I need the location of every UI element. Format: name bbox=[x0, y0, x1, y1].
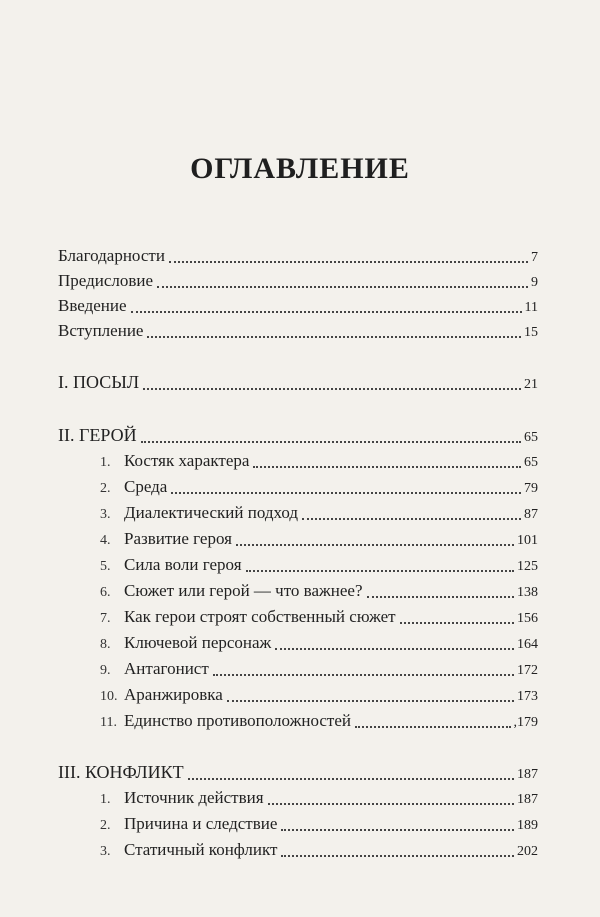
toc-entry bbox=[100, 633, 538, 655]
toc-entry bbox=[100, 529, 538, 551]
toc-number: 4. bbox=[100, 533, 111, 548]
toc-label: Единство противоположностей bbox=[124, 711, 351, 730]
toc-number: 6. bbox=[100, 585, 111, 600]
leader-dots bbox=[188, 778, 514, 780]
toc-number: 11. bbox=[100, 715, 117, 730]
toc-page-number: 65 bbox=[524, 430, 538, 445]
toc-number: 10. bbox=[100, 689, 118, 704]
toc-entry bbox=[100, 581, 538, 603]
toc-number: 5. bbox=[100, 559, 111, 574]
toc-number: 8. bbox=[100, 637, 111, 652]
toc-page-number: 87 bbox=[524, 507, 538, 522]
toc-entry bbox=[100, 451, 538, 473]
toc-page-number: 156 bbox=[517, 611, 538, 626]
toc-entry bbox=[100, 788, 538, 810]
leader-dots bbox=[171, 492, 521, 494]
toc-section-label: I. ПОСЫЛ bbox=[58, 372, 140, 392]
toc-label: Диалектический подход bbox=[124, 503, 299, 522]
toc-entry bbox=[100, 477, 538, 499]
toc-number: 1. bbox=[100, 792, 111, 807]
leader-dots bbox=[213, 674, 514, 676]
toc-entry bbox=[100, 659, 538, 681]
toc-entry bbox=[58, 296, 538, 318]
toc-label: Ключевой персонаж bbox=[124, 633, 272, 652]
toc-entry bbox=[58, 246, 538, 268]
toc-number: 3. bbox=[100, 507, 111, 522]
toc-page-number: 164 bbox=[517, 637, 538, 652]
toc-page-number: 15 bbox=[524, 325, 538, 340]
toc-section-label: III. КОНФЛИКТ bbox=[58, 762, 184, 782]
toc-label: Сила воли героя bbox=[124, 555, 242, 574]
toc-label: Статичный конфликт bbox=[124, 840, 278, 859]
toc-page-number: 189 bbox=[517, 818, 538, 833]
toc-page-number: 187 bbox=[517, 767, 538, 782]
leader-dots bbox=[236, 544, 514, 546]
toc-page-number: 79 bbox=[524, 481, 538, 496]
toc-label: Как герои строят собственный сюжет bbox=[124, 607, 396, 626]
toc-label: Предисловие bbox=[58, 271, 154, 290]
leader-dots bbox=[169, 261, 528, 263]
toc-label: Сюжет или герой — что важнее? bbox=[124, 581, 363, 600]
leader-dots bbox=[147, 336, 521, 338]
toc-entry bbox=[100, 685, 538, 707]
leader-dots bbox=[355, 726, 511, 728]
toc-section bbox=[58, 762, 538, 785]
toc-label: Аранжировка bbox=[124, 685, 223, 704]
toc-label: Развитие героя bbox=[124, 529, 232, 548]
leader-dots bbox=[131, 311, 522, 313]
toc-label: Вступление bbox=[58, 321, 144, 340]
toc-page-number: 172 bbox=[517, 663, 538, 678]
toc-label: Благодарности bbox=[58, 246, 165, 265]
toc-label: Среда bbox=[124, 477, 168, 496]
leader-dots bbox=[227, 700, 514, 702]
leader-dots bbox=[246, 570, 514, 572]
leader-dots bbox=[400, 622, 514, 624]
leader-dots bbox=[275, 648, 514, 650]
toc-page-number: 101 bbox=[517, 533, 538, 548]
toc-entry bbox=[58, 321, 538, 343]
leader-dots bbox=[268, 803, 514, 805]
toc-page-number: 173 bbox=[517, 689, 538, 704]
toc-entry bbox=[100, 814, 538, 836]
toc-number: 7. bbox=[100, 611, 111, 626]
leader-dots bbox=[141, 441, 521, 443]
toc-page-number: 7 bbox=[531, 250, 538, 265]
toc-number: 1. bbox=[100, 455, 111, 470]
toc-section-label: II. ГЕРОЙ bbox=[58, 425, 137, 445]
leader-dots bbox=[157, 286, 528, 288]
toc-entry bbox=[100, 607, 538, 629]
toc-label: Введение bbox=[58, 296, 127, 315]
page-title: ОГЛАВЛЕНИЕ bbox=[190, 152, 410, 185]
toc-page-number: 187 bbox=[517, 792, 538, 807]
leader-dots bbox=[253, 466, 521, 468]
leader-dots bbox=[281, 855, 514, 857]
toc-page-number: 21 bbox=[524, 377, 538, 392]
toc-number: 2. bbox=[100, 818, 111, 833]
toc-label: Источник действия bbox=[124, 788, 264, 807]
toc-label: Антагонист bbox=[124, 659, 209, 678]
toc-page-number: 125 bbox=[517, 559, 538, 574]
toc-label: Костяк характера bbox=[124, 451, 250, 470]
toc-entry bbox=[100, 711, 538, 733]
toc-page-number: 65 bbox=[524, 455, 538, 470]
toc-entry bbox=[58, 271, 538, 293]
toc-section bbox=[58, 425, 538, 448]
toc-entry bbox=[100, 840, 538, 862]
toc-page-number: 202 bbox=[517, 844, 538, 859]
toc-number: 9. bbox=[100, 663, 111, 678]
toc-label: Причина и следствие bbox=[124, 814, 278, 833]
toc-number: 3. bbox=[100, 844, 111, 859]
leader-dots bbox=[281, 829, 514, 831]
toc-page-number: 138 bbox=[517, 585, 538, 600]
leader-dots bbox=[367, 596, 514, 598]
toc-page-number: 9 bbox=[531, 275, 538, 290]
toc-entry bbox=[100, 503, 538, 525]
leader-dots bbox=[302, 518, 521, 520]
toc-page-number: 11 bbox=[524, 300, 538, 315]
toc-page-number: ,179 bbox=[513, 715, 538, 730]
leader-dots bbox=[143, 388, 521, 390]
toc-entry bbox=[100, 555, 538, 577]
toc-number: 2. bbox=[100, 481, 111, 496]
toc-section bbox=[58, 372, 538, 395]
